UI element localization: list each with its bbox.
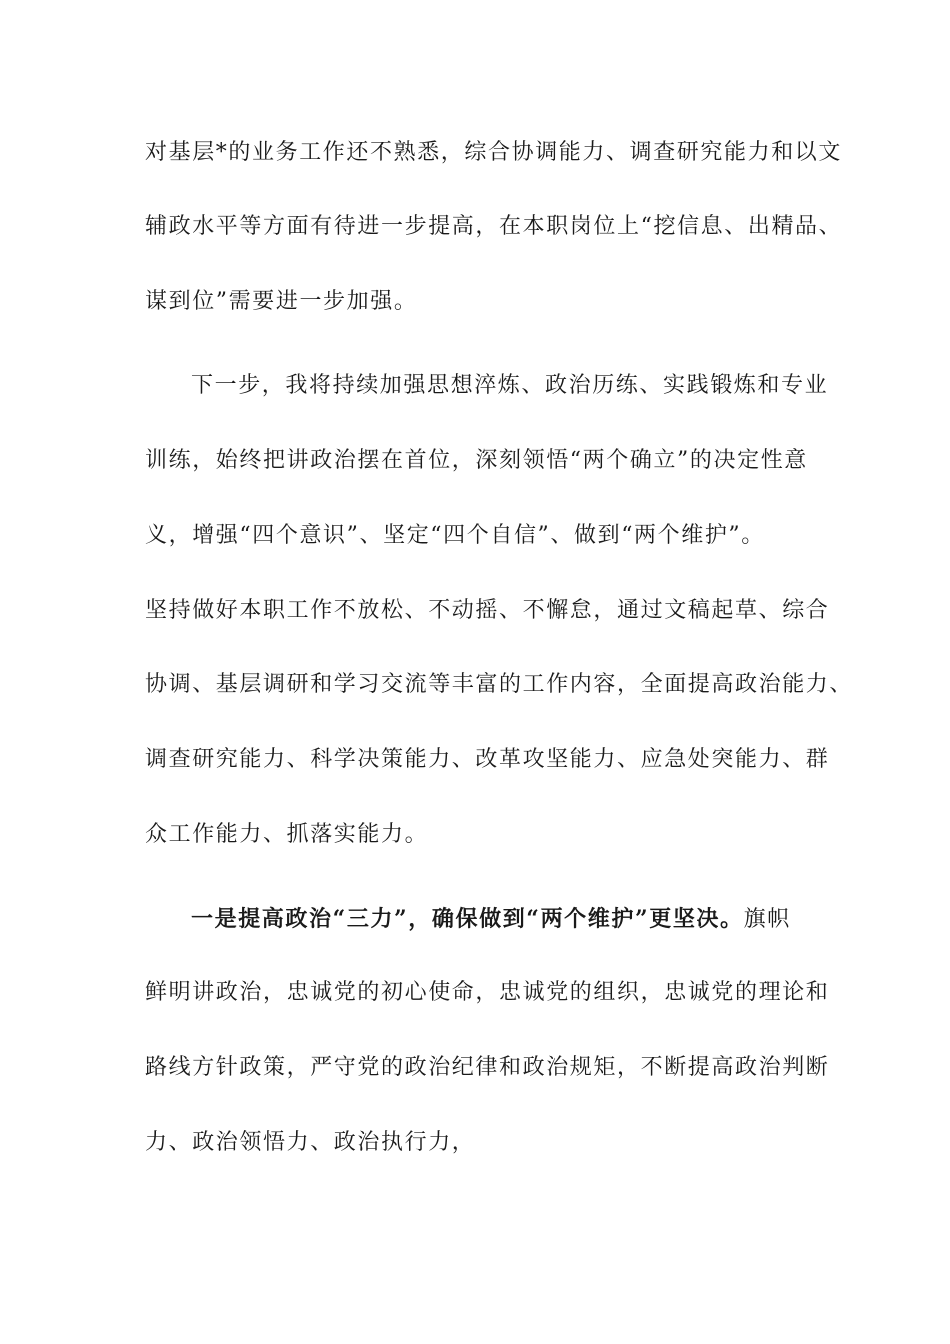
paragraph-line: 谋到位”需要进一步加强。 — [145, 289, 418, 314]
paragraph-line: 鲜明讲政治，忠诚党的初心使命，忠诚党的组织，忠诚党的理论和 — [145, 980, 830, 1005]
paragraph-line: 路线方针政策，严守党的政治纪律和政治规矩，不断提高政治判断 — [145, 1055, 830, 1080]
paragraph-line: 下一步，我将持续加强思想淬炼、政治历练、实践锻炼和专业 — [191, 373, 829, 398]
paragraph-line: 众工作能力、抓落实能力。 — [145, 822, 429, 847]
paragraph-line: 义，增强“四个意识”、坚定“四个自信”、做到“两个维护”。 — [145, 523, 765, 548]
paragraph-line: 调查研究能力、科学决策能力、改革攻坚能力、应急处突能力、群 — [145, 747, 830, 772]
section-heading-continuation: 旗帜 — [743, 907, 791, 932]
section-heading: 一是提高政治“三力”，确保做到“两个维护”更坚决。 — [191, 906, 744, 932]
paragraph-line: 协调、基层调研和学习交流等丰富的工作内容，全面提高政治能力、 — [145, 672, 854, 697]
paragraph-line: 力、政治领悟力、政治执行力， — [145, 1130, 476, 1155]
paragraph-line: 对基层*的业务工作还不熟悉，综合协调能力、调查研究能力和以文 — [145, 140, 843, 165]
section-heading-line — [191, 904, 871, 935]
paragraph-line: 辅政水平等方面有待进一步提高，在本职岗位上“挖信息、出精品、 — [145, 214, 843, 239]
paragraph-line: 坚持做好本职工作不放松、不动摇、不懈怠，通过文稿起草、综合 — [145, 598, 830, 623]
paragraph-line: 训练，始终把讲政治摆在首位，深刻领悟“两个确立”的决定性意 — [145, 448, 808, 473]
